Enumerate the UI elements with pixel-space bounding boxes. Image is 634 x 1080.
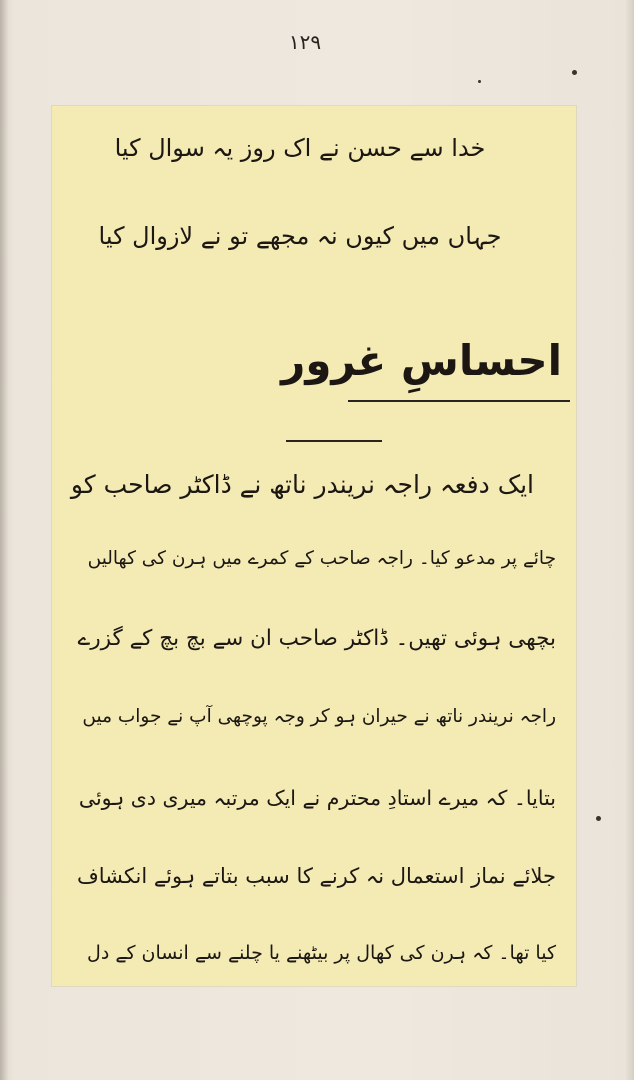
paragraph-line: راجہ نریندر ناتھ نے حیران ہو کر وجہ پوچھی آپ نے جواب میں [82,706,556,727]
page-edge-shadow [624,0,634,1080]
binding-edge [0,0,8,1080]
paragraph-line: ایک دفعہ راجہ نریندر ناتھ نے ڈاکٹر صاحب کو [70,470,534,499]
paragraph-line: چائے پر مدعو کیا۔ راجہ صاحب کے کمرے میں ہرن کی کھالیں [87,548,556,569]
couplet-line-2: جہاں میں کیوں نہ مجھے تو نے لازوال کیا [98,222,502,250]
section-divider [286,440,382,442]
ink-speck [596,816,601,821]
title-underline [348,400,570,402]
paragraph-line: کیا تھا۔ کہ ہرن کی کھال پر بیٹھنے یا چلنے سے انسان کے دل [87,942,556,964]
ink-speck [478,80,481,83]
couplet-line-1: خدا سے حسن نے اک روز یہ سوال کیا [114,134,486,162]
ink-speck [572,70,577,75]
paragraph-line: بچھی ہوئی تھیں۔ ڈاکٹر صاحب ان سے بچ بچ کے گزرے [77,626,556,651]
paragraph-line: جلائے نماز استعمال نہ کرنے کا سبب بتاتے ہوئے انکشاف [76,864,556,888]
section-title: احساسِ غرور [281,336,562,385]
paragraph-line: بتایا۔ کہ میرے استادِ محترم نے ایک مرتبہ میری دی ہوئی [78,786,556,810]
page-number: ۱۲۹ [288,30,322,54]
